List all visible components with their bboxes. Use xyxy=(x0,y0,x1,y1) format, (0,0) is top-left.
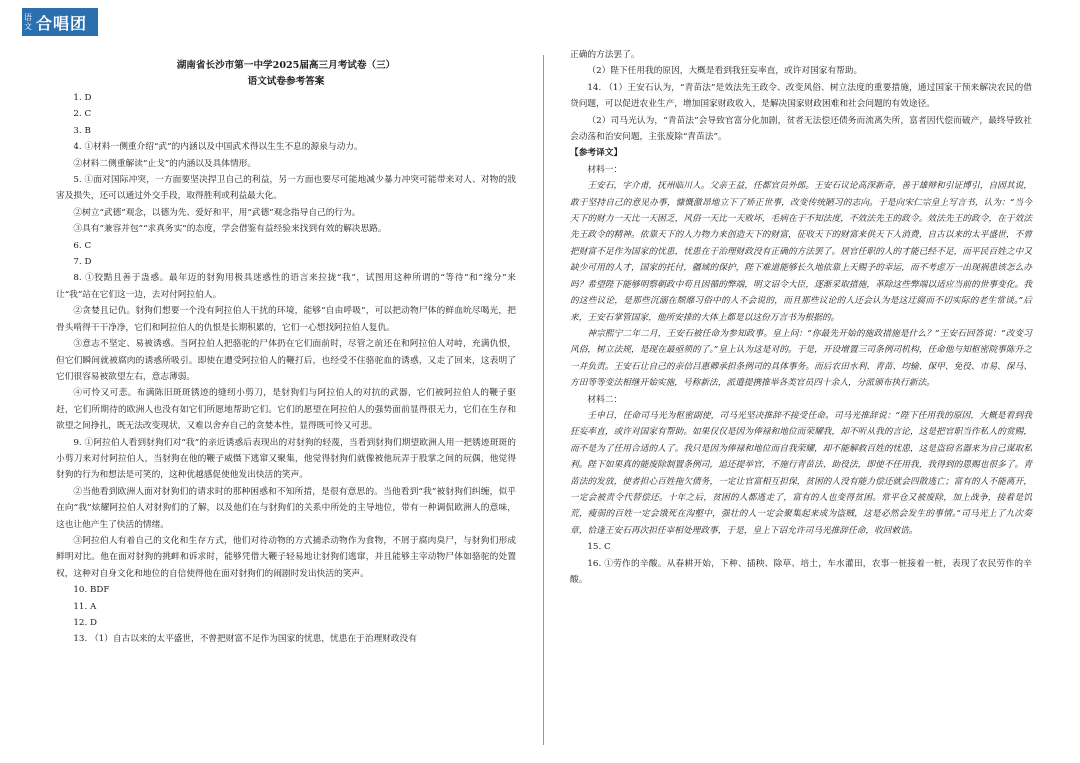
answer-paragraph: 9. ①阿拉伯人看到豺狗们对“我”的亲近诱惑后表现出的对豺狗的轻蔑，当看到豺狗们期望欧洲人用一把锈迹斑斑的小剪刀来对付阿拉伯人，当豺狗在他的鞭子威慑下逃窜又聚集，他觉得豺狗们就像被他玩弄于股掌之间的玩偶，他觉得豺狗的行为和想法是可笑的，这种优越感促使他发出快活的笑声。 xyxy=(56,437,516,481)
answer-paragraph: ②贪婪且记仇。豺狗们想要一个没有阿拉伯人干扰的环境，能够“自由呼吸”，可以把动物尸体的鲜血吮尽喝光，把骨头啃得干干净净，它们和阿拉伯人的仇恨是长期积累的，它们一心想找阿拉伯人复仇。 xyxy=(56,306,516,333)
answer-paragraph: 7. D xyxy=(73,257,92,268)
answer-paragraph: 16. ①劳作的辛酸。从春耕开始，下种、插秧、除草、培土，车水灌田，农事一桩接着一桩，表现了农民劳作的辛酸。 xyxy=(570,558,1032,585)
left-column xyxy=(56,58,516,648)
answer-paragraph: 1. D xyxy=(73,93,92,103)
answer-paragraph: 4. ①材料一侧重介绍“武”的内涵以及中国武术得以生生不息的源泉与动力。 xyxy=(73,142,363,153)
logo-small-text: 语文 xyxy=(24,13,32,31)
answer-paragraph: （2）陛下任用我的原因，大概是看到我狂妄率直，或许对国家有帮助。 xyxy=(587,66,863,77)
answer-paragraph: 8. ①狡黠且善于蛊惑。最年迈的豺狗用极具迷惑性的语言来拉拢“我”，试图用这种所谓的“等待”和“缘分”来让“我”站在它们这一边，去对付阿拉伯人。 xyxy=(56,273,516,300)
answer-paragraph: ③具有“兼容并包”“求真务实”的态度，学会借鉴有益经验来找到有效的解决思路。 xyxy=(73,224,387,235)
logo xyxy=(22,8,98,36)
logo-big-text: 合唱团 xyxy=(36,13,88,33)
right-answers xyxy=(570,47,1032,588)
answer-paragraph: 正确的方法罢了。 xyxy=(570,50,640,60)
answer-paragraph: 神宗熙宁二年二月，王安石被任命为参知政事。皇上问：“你最先开始的施政措施是什么？”王安石回答说：“改变习风俗，树立法规，是现在最亟须的了。”皇上认为这是对的。于是，开设增置三司条例司机构，任命他与知枢密院事陈升之一并负责。王安石让自己的亲信吕惠卿承担条例司的具体事务。而后农田水利、青苗、均输、保甲、免役、市易、保马、方田等等变法相继开始实施，号称新法，派遣提携推举各类官员四十余人，分派颁布执行新法。 xyxy=(570,328,1032,389)
column-divider xyxy=(543,55,544,745)
answer-paragraph: 2. C xyxy=(73,109,92,120)
page-subtitle: 语文试卷参考答案 xyxy=(247,76,325,87)
answer-paragraph: 3. B xyxy=(73,125,91,136)
answer-paragraph: 5. ①面对国际冲突，一方面要坚决捍卫自己的利益，另一方面也要尽可能地减少暴力冲突可能带来对人、对物的戕害及损失，还可以通过外交手段，取得胜利或利益最大化。 xyxy=(56,175,516,202)
answer-paragraph: 10. BDF xyxy=(73,585,110,596)
answer-paragraph: 14. （1）王安石认为，“青苗法”是效法先王政令、改变风俗、树立法度的重要措施，通过国家干预来解决农民的借贷问题，可以促进农业生产，增加国家财政收入，是解决国家财政困难和社会问题的有效途径。 xyxy=(570,82,1032,110)
answer-paragraph: ③阿拉伯人有着自己的文化和生存方式，他们对待动物的方式捕杀动物作为食物，不屑于腐肉臭尸，与豺狗们形成鲜明对比。他在面对豺狗的挑衅和诉求时，能够凭借大鞭子轻易地让豺狗们逃窜，并且能够主宰动物尸体如骆驼的处置权，这种对自身文化和地位的自信使得他在面对豺狗们的闹剧时发出快活的笑声。 xyxy=(56,535,516,579)
answer-paragraph: 11. A xyxy=(73,601,97,612)
answer-paragraph: 12. D xyxy=(73,618,97,628)
answer-paragraph: 15. C xyxy=(587,542,611,553)
answer-paragraph: ②材料二侧重解读“止戈”的内涵以及具体情形。 xyxy=(73,158,257,169)
answer-paragraph: 王安石，字介甫，抚州临川人。父亲王益，任都官员外郎。王安石议论高深新奇，善于雄辩和引证博引，自固其说，敢于坚持自己的意见办事，慷慨激昂地立下了矫正世事，改变传统陋习的志向。于是向宋仁宗皇上写言书，认为：“当今天下的财力一天比一天困乏，风俗一天比一天败坏，毛病在于不知法度，不效法先王的政令。效法先王的政令，在于效法先王政令的精神。依靠天下的人力物力来创造天下的财富，征收天下的财富来供天下人消费，自古以来的太平盛世，不曾把财富不足作为国家的忧患，忧患在于治理财政没有正确的方法罢了。居官任职的人的才能已经不足，而平民百姓之中又缺少可用的人才，国家的托付，疆域的保护，陛下难道能够长久地依靠上天赐予的幸运，而不考虑万一出现祸患该怎么办吗？希望陛下能够明察朝政中苟且因循的弊端，明文诏令大臣，逐渐采取措施，革除这些弊端以适应当前的世事变化。我的这些议论，是那些沉溺在颓靡习俗中的人不会说的，而且那些议论的人还会认为是这迂腐而不切实际的老生常谈。”后来，王安石掌管国家，他所安排的大体上都是以这份万言书为根据的。 xyxy=(570,181,1032,323)
answer-paragraph: 壬申日，任命司马光为枢密副使，司马光坚决推辞不接受任命。司马光推辞说：“陛下任用我的原因，大概是看到我狂妄率直，或许对国家有帮助。如果仅仅是因为俸禄和地位而荣耀我，却不听从我的言论，这是把官职当作私人的赏赐，而不是为了任用合适的人了。我只是因为俸禄和地位而自我荣耀，却不能解救百姓的忧患，这是盗窃名器来为自己谋取私利。陛下如果真的能废除制置条例司，追还提举官，不施行青苗法、助役法，即使不任用我，我得到的恩赐也很多了。青苗法的发放，使者担心百姓拖欠债务，一定让官富相互担保，贫困的人没有能力偿还就会四散逃亡；富有的人不能离开，一定会被责令代替偿还。十年之后，贫困的人都逃走了，富有的人也变得贫困。常平仓又被废除，加上战争，接着是饥荒，瘦弱的百姓一定会饿死在沟壑中，强壮的人一定会聚集起来成为盗贼，这是必然会发生的事情。”司马光上了九次奏章，恰逢王安石再次担任宰相处理政事，于是，皇上下诏允许司马光推辞任命，收回敕诰。 xyxy=(570,410,1032,536)
answer-paragraph: 【参考译文】 xyxy=(570,148,623,159)
answer-paragraph: 6. C xyxy=(73,240,92,251)
page-title: 湖南省长沙市第一中学2025届高三月考试卷（三） xyxy=(176,60,396,71)
answer-paragraph: 13. （1）自古以来的太平盛世，不曾把财富不足作为国家的忧患，忧患在于治理财政没有 xyxy=(73,634,417,645)
answer-paragraph: ②树立“武德”观念，以德为先、爱好和平，用“武德”观念指导自己的行为。 xyxy=(73,207,361,218)
left-answers xyxy=(56,90,516,648)
answer-paragraph: ④可怜又可悲。布满陈旧斑斑锈迹的缝纫小剪刀，是豺狗们与阿拉伯人的对抗的武器，它们被阿拉伯人的鞭子驱赶，它们所期待的欧洲人也没有如它们所愿地帮助它们。它们的愿望在阿拉伯人的强势面前显得很无力，它们在生存和欲望之间挣扎，既无法改变现状，又难以舍弃自己的贪婪本性，显得既可怜又可悲。 xyxy=(56,388,516,432)
answer-paragraph: 材料一： xyxy=(587,164,623,175)
answer-paragraph: ③意志不坚定、易被诱惑。当阿拉伯人把骆驼的尸体扔在它们面前时，尽管之前还在和阿拉伯人对峙，充满仇恨，但它们瞬间就被腐肉的诱惑所吸引。即使在遭受阿拉伯人的鞭打后，也经受不住骆驼血的诱惑，又走了回来，这表明了它们很容易被欲望左右，意志薄弱。 xyxy=(56,339,516,382)
right-column xyxy=(570,47,1032,588)
answer-paragraph: （2）司马光认为，“青苗法”会导致官富分化加剧，贫者无法偿还债务而流离失所，富者因代偿而破产，最终导致社会动荡和治安问题，主张废除“青苗法”。 xyxy=(570,115,1032,143)
answer-paragraph: 材料二： xyxy=(587,394,623,405)
answer-paragraph: ②当他看到欧洲人面对豺狗们的请求时的那种困惑和不知所措，是很有意思的。当他看到“我”被豺狗们纠缠，似乎在向“我”炫耀阿拉伯人对豺狗们的了解，以及他们在与豺狗们的关系中所处的主导地位，带有一种调侃欧洲人的意味，这也让他产生了快活的情绪。 xyxy=(56,486,516,530)
